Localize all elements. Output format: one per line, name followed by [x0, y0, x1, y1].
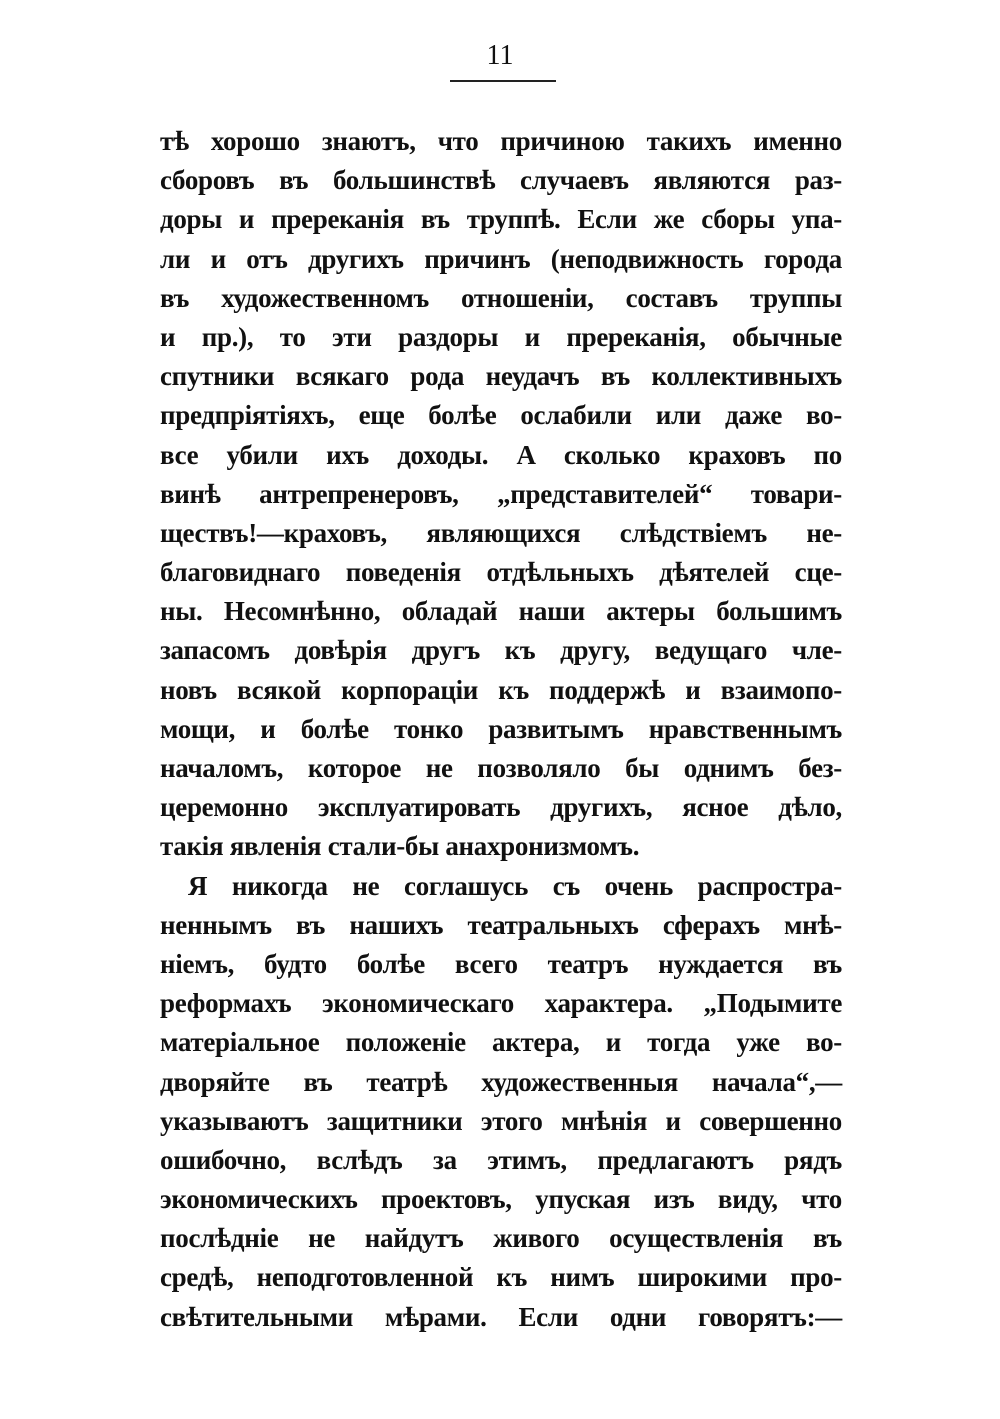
text-line: реформахъ экономическаго характера. „Подымите	[160, 988, 842, 1019]
text-line: предпріятіяхъ, еще болѣе ослабили или даже во-	[160, 400, 842, 431]
text-line: и пр.), то эти раздоры и пререканія, обычные	[160, 321, 842, 352]
text-line: экономическихъ проектовъ, упуская изъ виду, что	[160, 1184, 842, 1215]
text-line: тѣ хорошо знаютъ, что причиною такихъ именно	[160, 126, 842, 156]
text-line: такія явленія стали-бы анахронизмомъ.	[160, 831, 640, 862]
text-line: свѣтительными мѣрами. Если одни говорятъ:—	[160, 1301, 842, 1332]
text-line: винѣ антрепренеровъ, „представителей“ товари-	[160, 478, 842, 509]
text-line: Я никогда не соглашусь съ очень распростра-	[188, 870, 842, 901]
page-number: 11	[486, 40, 514, 71]
text-line: неннымъ въ нашихъ театральныхъ сферахъ мнѣ-	[160, 909, 842, 940]
text-line: благовиднаго поведенія отдѣльныхъ дѣятелей сце-	[160, 557, 842, 588]
text-line: церемонно эксплуатировать другихъ, ясное дѣло,	[160, 792, 842, 823]
text-line: ны. Несомнѣнно, обладай наши актеры большимъ	[160, 596, 842, 627]
text-line: началомъ, которое не позволяло бы однимъ без-	[160, 753, 842, 783]
text-line: матеріальное положеніе актера, и тогда уже во-	[160, 1027, 842, 1058]
text-line: въ художественномъ отношеніи, составъ труппы	[160, 282, 842, 313]
text-line: ществъ!—краховъ, являющихся слѣдствіемъ не-	[160, 517, 842, 548]
text-line: новъ всякой корпораціи къ поддержѣ и взаимопо-	[160, 674, 842, 705]
body-text	[160, 122, 842, 1337]
text-line: послѣдніе не найдутъ живого осуществленія въ	[160, 1223, 842, 1254]
text-line: ніемъ, будто болѣе всего театръ нуждается въ	[160, 948, 842, 979]
text-line: все убили ихъ доходы. А сколько краховъ по	[160, 439, 842, 470]
text-line: спутники всякаго рода неудачъ въ коллективныхъ	[160, 361, 842, 392]
text-line: указываютъ защитники этого мнѣнія и совершенно	[160, 1105, 842, 1136]
text-line: средѣ, неподготовленной къ нимъ широкими про-	[160, 1262, 842, 1293]
text-line: ошибочно, вслѣдъ за этимъ, предлагаютъ рядъ	[160, 1144, 842, 1175]
page-number-rule	[450, 80, 556, 82]
text-line: ли и отъ другихъ причинъ (неподвижность города	[160, 243, 842, 274]
text-line: сборовъ въ большинствѣ случаевъ являются раз-	[160, 165, 842, 196]
text-line: мощи, и болѣе тонко развитымъ нравственнымъ	[160, 713, 842, 744]
text-line: дворяйте въ театрѣ художественныя начала“,—	[160, 1066, 842, 1097]
text-line: запасомъ довѣрія другъ къ другу, ведущаго чле-	[160, 635, 842, 666]
text-line: доры и пререканія въ труппѣ. Если же сборы упа-	[160, 204, 842, 235]
